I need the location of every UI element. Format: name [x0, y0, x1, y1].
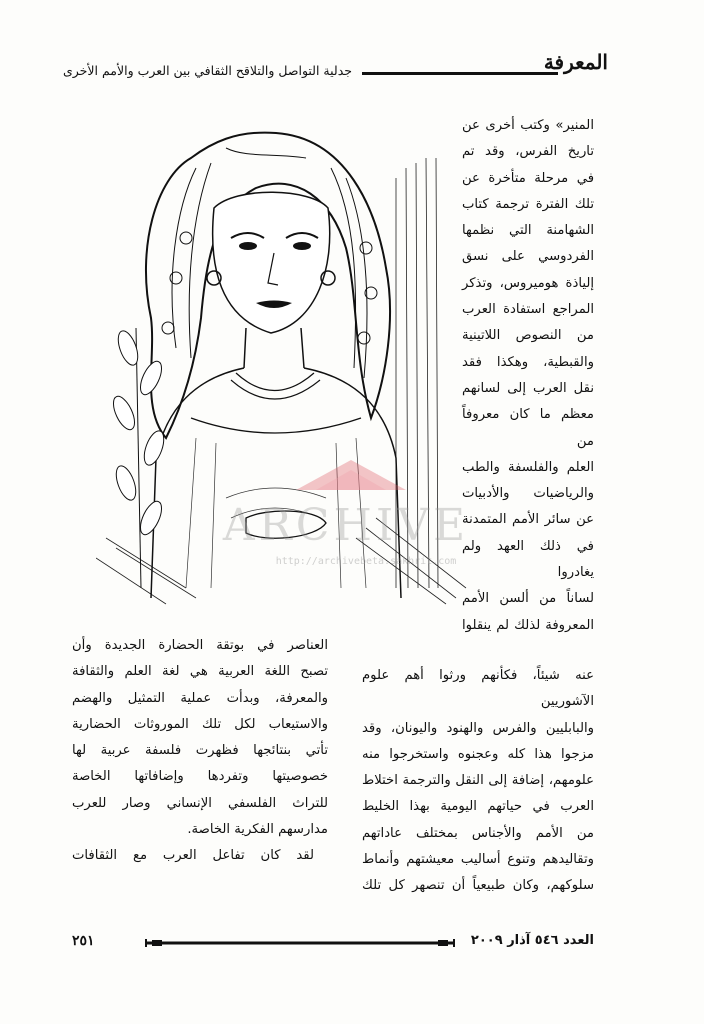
footer-ornament-rule	[140, 935, 460, 951]
text-line: نقل العرب إلى لسانهم	[462, 380, 594, 396]
text-line: علومهم، إضافة إلى النقل والترجمة اختلاط	[362, 773, 594, 789]
text-line: والمعرفة، وبدأت عملية التمثيل والهضم	[72, 690, 328, 706]
text-line: والاستيعاب لكل تلك الموروثات الحضارية	[72, 716, 328, 732]
text-line: لساناً من ألسن الأمم	[462, 591, 594, 607]
text-line: عنه شيئاً، فكأنهم ورثوا أهم علوم الآشوريين	[362, 668, 594, 710]
text-line: العلم والفلسفة والطب	[462, 459, 594, 475]
text-line: معظم ما كان معروفاً من	[462, 407, 594, 449]
text-line: المعروفة لذلك لم ينقلوا	[462, 617, 594, 633]
text-column-right-top	[462, 113, 594, 639]
text-line: العرب في حياتهم اليومية بهذا الخليط	[362, 799, 594, 815]
text-line: والرياضيات والأدبيات	[462, 486, 594, 502]
text-line: العناصر في بوتقة الحضارة الجديدة وأن	[72, 638, 328, 653]
text-line: تلك الفترة ترجمة كتاب	[462, 196, 594, 212]
text-column-left	[72, 633, 328, 870]
text-line: المنير» وكتب أخرى عن	[462, 118, 594, 133]
text-line: مزجوا هذا كله وعجنوه واستخرجوا منه	[362, 746, 594, 762]
header-rule	[362, 72, 558, 75]
text-line: سلوكهم، وكان طبيعياً أن تنصهر كل تلك	[362, 878, 594, 894]
text-line: إلياذة هوميروس، وتذكر	[462, 275, 594, 291]
text-line: وتقاليدهم وتنوع أساليب معيشتهم وأنماط	[362, 852, 594, 868]
text-line: الفردوسي على نسق	[462, 249, 594, 265]
text-line: للتراث الفلسفي الإنساني وصار للعرب	[72, 795, 328, 811]
text-line: من الأمم والأجناس بمختلف عاداتهم	[362, 825, 594, 841]
text-line: المراجع استفادة العرب	[462, 302, 594, 318]
text-line: والبابليين والفرس والهنود واليونان، وقد	[362, 720, 594, 736]
text-line: تصبح اللغة العربية هي لغة العلم والثقافة	[72, 664, 328, 680]
text-line: في مرحلة متأخرة عن	[462, 170, 594, 186]
text-column-right-bottom	[362, 663, 594, 900]
text-line: في ذلك العهد ولم يغادروا	[462, 538, 594, 581]
text-line: خصوصيتها وتفردها وإضافاتها الخاصة	[72, 769, 328, 785]
text-line: تاريخ الفرس، وقد تم	[462, 144, 594, 160]
archive-watermark: ARCHIVE	[222, 500, 470, 551]
magazine-masthead: المعرفة	[543, 50, 608, 74]
text-line: من النصوص اللاتينية	[462, 328, 594, 344]
text-line: الشهامنة التي نظمها	[462, 223, 594, 239]
text-line: والقبطية، وهكذا فقد	[462, 354, 594, 370]
text-line: لقد كان تفاعل العرب مع الثقافات	[72, 848, 314, 864]
archive-watermark-url: http://archivebeta.sakhrit.com	[275, 556, 457, 567]
running-title: جدلية التواصل والتلاقح الثقافي بين العرب والأمم الأخرى	[62, 63, 352, 78]
text-line: عن سائر الأمم المتمدنة	[462, 512, 594, 528]
issue-info: العدد ٥٤٦ آذار ٢٠٠٩	[470, 933, 594, 948]
page-number: ٢٥١	[72, 933, 95, 949]
text-line: مدارسهم الفكرية الخاصة.	[187, 822, 328, 838]
archive-logo-icon	[286, 440, 416, 500]
text-line: تأتي بنتائجها فظهرت فلسفة عربية لها	[72, 743, 328, 759]
